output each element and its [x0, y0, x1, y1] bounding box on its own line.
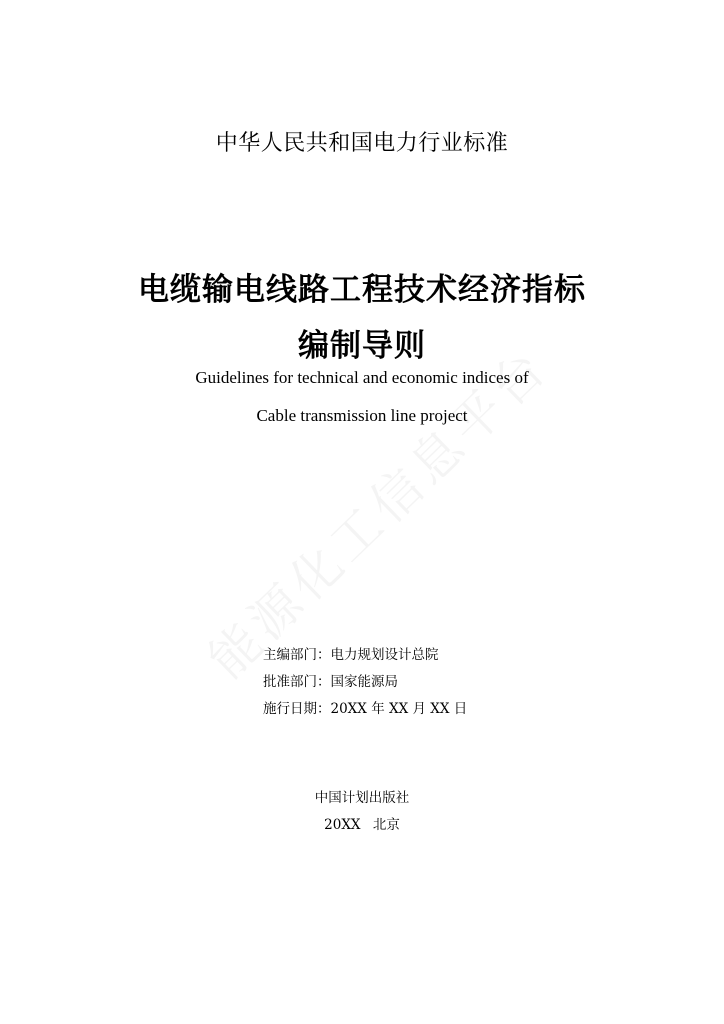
title-cn-line-2: 编制导则 [298, 328, 426, 364]
title-cn-line-1: 电缆输电线路工程技术经济指标 [138, 272, 586, 308]
info-label: 施行日期： [263, 701, 331, 717]
info-value: 电力规划设计总院 [330, 647, 439, 663]
publication-year-city: 20XX 北京 [324, 817, 400, 833]
info-block [263, 644, 583, 725]
info-value: 国家能源局 [330, 674, 398, 690]
info-row-effective-date [263, 698, 583, 725]
title-en-line-2: Cable transmission line project [256, 406, 468, 425]
info-label: 主编部门： [263, 647, 331, 663]
publisher: 中国计划出版社 [314, 790, 410, 806]
info-label: 批准部门： [263, 674, 331, 690]
info-row-approver [263, 671, 583, 698]
title-en-line-1: Guidelines for technical and economic indices of [195, 368, 529, 387]
info-row-editor [263, 644, 583, 671]
standard-type: 中华人民共和国电力行业标准 [215, 131, 509, 156]
info-value: 20XX 年 XX 月 XX 日 [330, 701, 468, 717]
